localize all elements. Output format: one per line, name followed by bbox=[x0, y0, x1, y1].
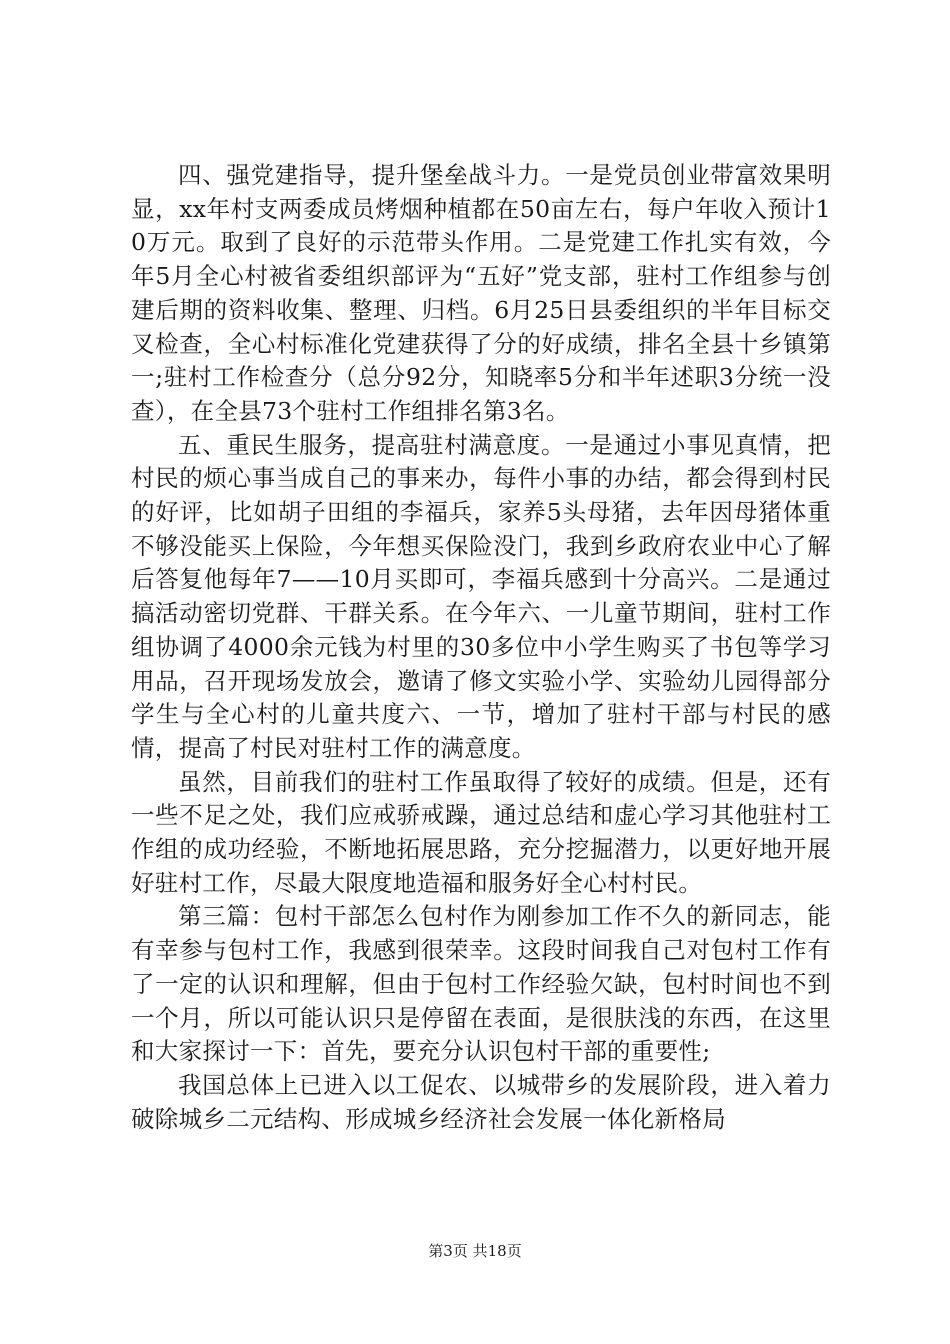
paragraph-party-building: 四、强党建指导，提升堡垒战斗力。一是党员创业带富效果明显，xx年村支两委成员烤烟种植都在50亩左右，每户年收入预计10万元。取到了良好的示范带头作用。二是党建工作扎实有效，今年5月全心村被省委组织部评为“五好”党支部，驻村工作组参与创建后期的资料收集、整理、归档。6月25日县委组织的半年目标交叉检查，全心村标准化党建获得了分的好成绩，排名全县十乡镇第一;驻村工作检查分（总分92分，知晓率5分和半年述职3分统一没查），在全县73个驻村工作组排名第3名。 bbox=[131, 161, 831, 425]
paragraph-chapter-three: 第三篇：包村干部怎么包村作为刚参加工作不久的新同志，能有幸参与包村工作，我感到很荣幸。这段时间我自己对包村工作有了一定的认识和理解，但由于包村工作经验欠缺，包村时间也不到一个月，所以可能认识只是停留在表面，是很肤浅的东西，在这里和大家探讨一下：首先，要充分认识包村干部的重要性; bbox=[131, 902, 831, 1066]
paragraph-livelihood-service: 五、重民生服务，提高驻村满意度。一是通过小事见真情，把村民的烦心事当成自己的事来办，每件小事的办结，都会得到村民的好评，比如胡子田组的李福兵，家养5头母猪，去年因母猪体重不够没能买上保险，今年想买保险没门，我到乡政府农业中心了解后答复他每年7——10月买即可，李福兵感到十分高兴。二是通过搞活动密切党群、干群关系。在今年六、一儿童节期间，驻村工作组协调了4000余元钱为村里的30多位中小学生购买了书包等学习用品，召开现场发放会，邀请了修文实验小学、实验幼儿园得部分学生与全心村的儿童共度六、一节，增加了驻村干部与村民的感情，提高了村民对驻村工作的满意度。 bbox=[131, 430, 831, 762]
page-number-footer: 第3页 共18页 bbox=[428, 1242, 522, 1260]
paragraph-development-stage: 我国总体上已进入以工促农、以城带乡的发展阶段，进入着力破除城乡二元结构、形成城乡经济社会发展一体化新格局 bbox=[131, 1070, 831, 1133]
document-body bbox=[131, 159, 831, 1136]
paragraph-summary: 虽然，目前我们的驻村工作虽取得了较好的成绩。但是，还有一些不足之处，我们应戒骄戒躁，通过总结和虚心学习其他驻村工作组的成功经验，不断地拓展思路，充分挖掘潜力，以更好地开展好驻村工作，尽最大限度地造福和服务好全心村村民。 bbox=[131, 767, 831, 897]
